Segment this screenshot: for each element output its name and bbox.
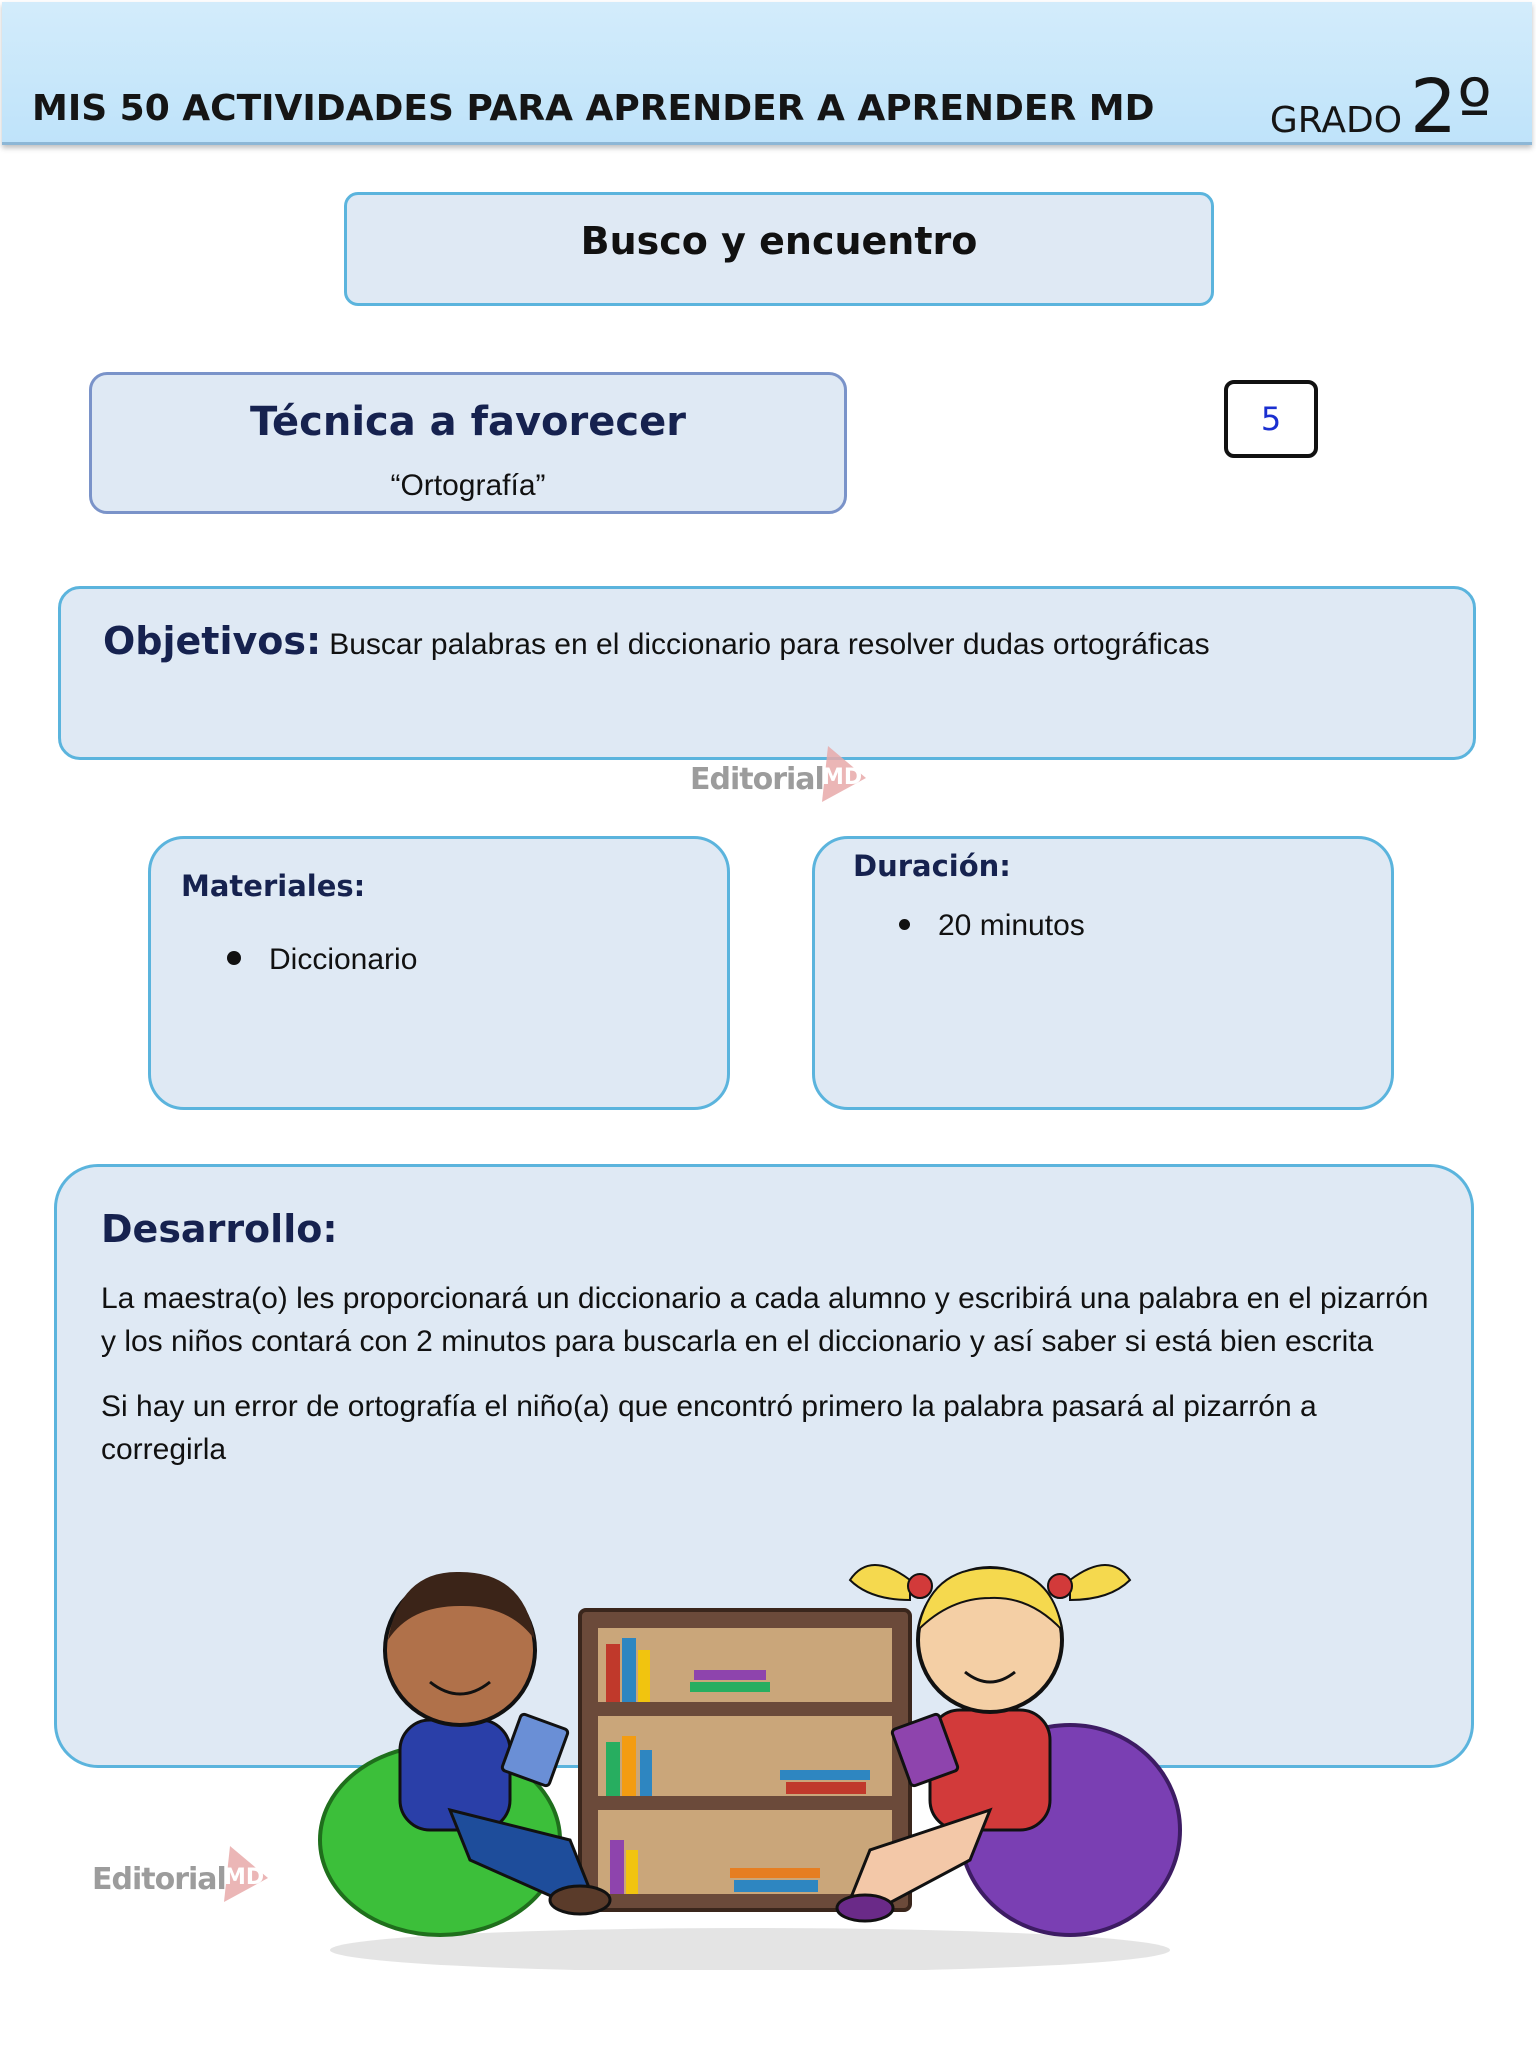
duration-item bbox=[899, 909, 1085, 943]
logo-text: MD bbox=[224, 1865, 265, 1890]
activity-title: Busco y encuentro bbox=[580, 219, 978, 263]
duration-item-text: 20 minutos bbox=[938, 909, 1085, 942]
duration-box bbox=[812, 836, 1394, 1110]
development-label: Desarrollo: bbox=[101, 1207, 338, 1251]
technique-box bbox=[89, 372, 847, 514]
objectives-label: Objetivos: bbox=[103, 619, 322, 663]
watermark-text: Editorial bbox=[92, 1862, 226, 1897]
technique-value: “Ortografía” bbox=[390, 469, 546, 502]
grade-label: GRADO bbox=[1269, 100, 1403, 141]
materials-item bbox=[227, 943, 417, 977]
development-paragraph: La maestra(o) les proporcionará un diccionario a cada alumno y escribirá una palabra en el pizarrón y los niños contará con 2 minutos para buscarla en el diccionario y así saber si está bien escrita bbox=[101, 1282, 1429, 1358]
activity-number: 5 bbox=[1224, 380, 1318, 458]
page-header bbox=[2, 2, 1532, 150]
children-reading-illustration bbox=[310, 1510, 1190, 1970]
bookshelf-icon bbox=[580, 1610, 910, 1910]
materials-item-text: Diccionario bbox=[269, 943, 418, 976]
watermark-text: Editorial bbox=[690, 762, 824, 797]
logo-text: MD bbox=[822, 765, 863, 790]
watermark-top bbox=[690, 762, 863, 797]
objectives-text: Buscar palabras en el diccionario para resolver dudas ortográficas bbox=[329, 628, 1210, 661]
bullet-icon bbox=[899, 919, 910, 930]
editorial-md-logo-icon bbox=[808, 738, 878, 808]
development-paragraph: Si hay un error de ortografía el niño(a) que encontró primero la palabra pasará al pizarrón a corregirla bbox=[101, 1390, 1317, 1466]
materials-box bbox=[148, 836, 730, 1110]
objectives-box bbox=[58, 586, 1476, 760]
grade-indicator bbox=[1270, 64, 1492, 150]
header-title: MIS 50 ACTIVIDADES PARA APRENDER A APRENDER MD bbox=[32, 88, 1155, 129]
activity-title-box bbox=[344, 192, 1214, 306]
boy-reading-icon bbox=[320, 1572, 610, 1935]
materials-label: Materiales: bbox=[181, 869, 366, 903]
duration-label: Duración: bbox=[853, 849, 1011, 883]
grade-value: 2º bbox=[1410, 64, 1492, 150]
technique-label: Técnica a favorecer bbox=[250, 399, 686, 445]
bullet-icon bbox=[227, 951, 241, 965]
watermark-bottom bbox=[92, 1862, 265, 1897]
editorial-md-logo-icon bbox=[210, 1838, 280, 1908]
